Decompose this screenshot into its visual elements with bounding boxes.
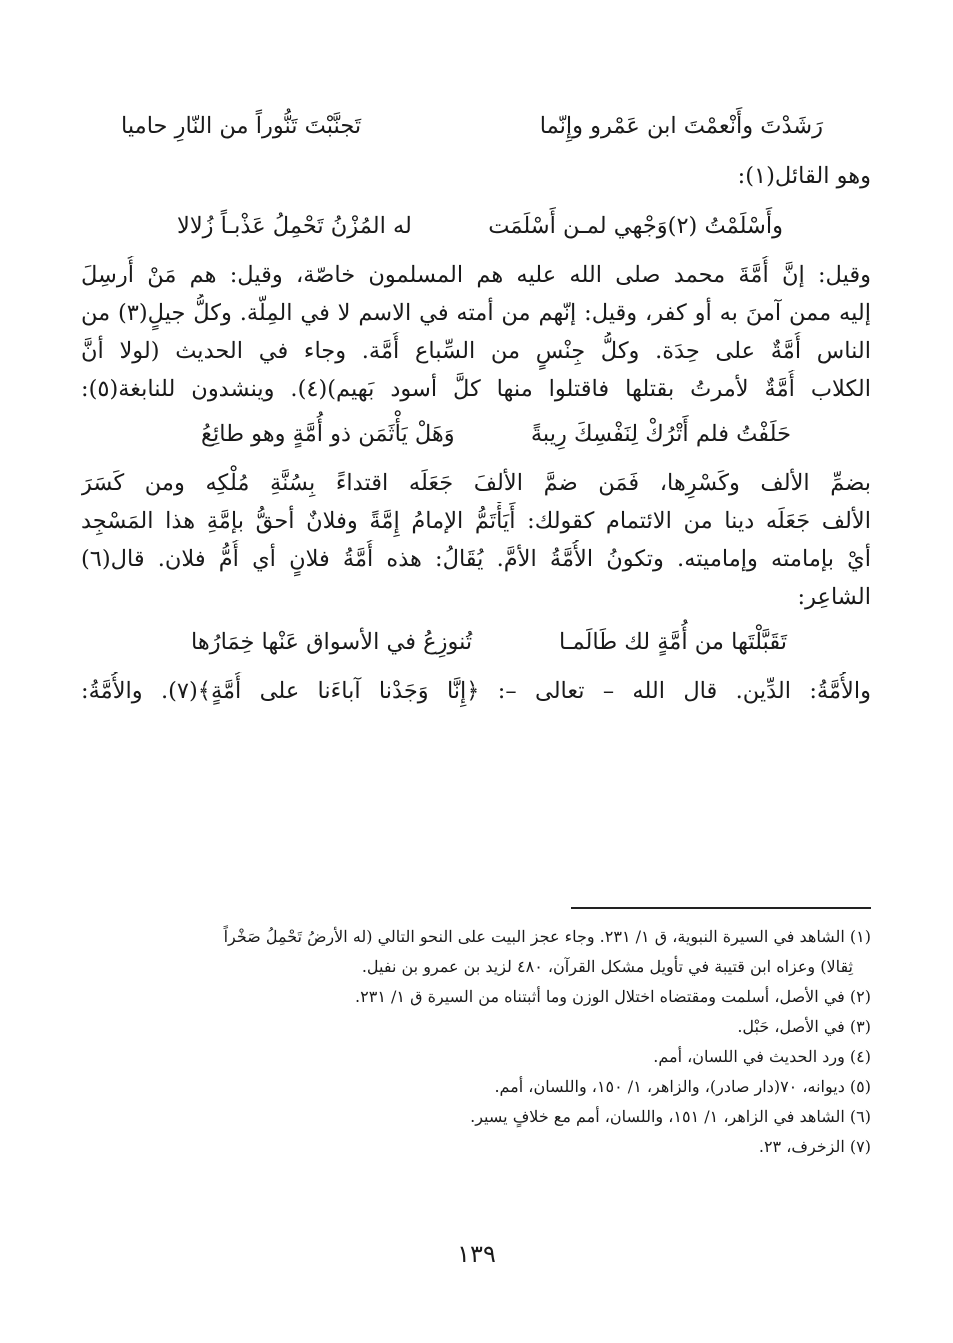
verse-4-first-hemistich: تَقَبَّلْتَها من أُمَّةٍ لك طَالَمـا: [559, 629, 787, 655]
footnotes: [81, 922, 871, 1162]
verse-1: [81, 100, 871, 152]
verse-3: [81, 408, 871, 460]
footnote-1-continuation: ثِقالا) وعزاه ابن قتيبة في تأويل مشكل القرآن، ٤٨٠ لزيد بن عمرو بن نفيل.: [361, 957, 853, 976]
verse-4-second-hemistich: تُنوزِعُ في الأسواق عَنْها خِمَارُها: [191, 629, 473, 655]
verse-1-first-hemistich: رَشَدْتَ وأَنْعمْتَ ابن عَمْرو وإِنّما: [539, 113, 823, 139]
verse-4: [81, 616, 871, 668]
paragraph-1-line: إليه ممن آمنَ به أو كفر، وقيل: إنّهم من أمته في الاسم لا في المِلّة. وكلُّ جيلٍ(٣) من: [81, 300, 871, 326]
footnote-2: (٢) في الأصل، أسلمت ومقتضاه اختلال الوزن وما أثبتناه من السيرة ق ١/ ٢٣١.: [355, 987, 871, 1006]
main-text: [81, 100, 871, 710]
footnote-7: (٧) الزخرف، ٢٣.: [758, 1137, 871, 1156]
paragraph-2-line: الألف جَعَلَه دينا من الائتمام كقولك: أَيَأْتَمُّ الإمامُ إِمَّةً وفلانٌ أحقُّ بإمَّةِ هذا المَسْجِد: [81, 508, 871, 534]
verse-3-second-hemistich: وَهَلْ يَأْثَمَن ذو أُمَّةٍ وهو طائِعُ: [201, 421, 455, 447]
footnote-4: (٤) ورد الحديث في اللسان، أمم.: [653, 1047, 871, 1066]
page-number: ١٣٩: [457, 1240, 496, 1268]
paragraph-3-line: والأُمَّةُ: الدِّين. قال الله – تعالى –: ﴿إِنَّا وَجَدْنا آباءَنا على أُمَّةٍ﴾(٧). والأُمَّةُ:: [81, 678, 871, 704]
footnote-5: (٥) ديوانه، ٧٠(دار صادر)، والزاهر، ١/ ١٥٠، واللسان، أمم.: [494, 1077, 871, 1096]
paragraph-2: [81, 464, 871, 616]
verse-2: [81, 200, 871, 252]
verse-2-first-hemistich: وأَسْلَمْتُ (٢)وَجْهي لمـن أَسْلَمَت: [488, 213, 783, 239]
intro-line: وهو القائل(١):: [737, 163, 871, 189]
footnote-1-text: (١) الشاهد في السيرة النبوية، ق ١/ ٢٣١. وجاء عجز البيت على النحو التالي (له الأرضُ تَحْمِلُ صَخْراً: [223, 927, 871, 946]
paragraph-2-line: بضمِّ الألف وكَسْرِها، فَمَن ضمَّ الألفَ جَعَلَه اقتداءً بِسُنَّةِ مُلْكِه ومن كَسَرَ: [81, 470, 871, 496]
paragraph-1-line: الكلاب أُمَّةٌ لأمرتُ بقتلها فاقتلوا منها كلَّ أسود بَهيم)(٤). وينشدون للنابغة(٥):: [81, 376, 871, 402]
paragraph-1: [81, 256, 871, 408]
paragraph-2-line: أيْ بإمامته وإماميته. وتكونُ الأُمَّةُ الأمَّ. يُقَالُ: هذه أُمَّةُ فلانٍ أي أُمُّ فلان. قال(٦): [81, 546, 871, 572]
paragraph-2-line: الشاعِر:: [797, 584, 871, 610]
footnote-1: [81, 922, 871, 982]
paragraph-1-line: وقيل: إنَّ أُمَّةَ محمد صلى الله عليه هم المسلمون خاصّة، وقيل: هم مَنْ أُرسِلَ: [81, 262, 871, 288]
paragraph-1-line: الناس أُمَّةٌ على حِدَة. وكلُّ جِنْسٍ من السِّباع أُمَّة. وجاء في الحديث (لولا أنَّ: [81, 338, 871, 364]
verse-2-second-hemistich: له المُزْنُ تَحْمِلُ عَذْبـاً زُلالا: [177, 213, 412, 239]
paragraph-3: [81, 672, 871, 710]
verse-3-first-hemistich: حَلَفْتُ فلم أَتْرُكْ لِنَفْسِكَ رِيبةً: [530, 421, 791, 447]
verse-1-second-hemistich: تَجنَّبْتَ تَنُّوراً من النّارِ حاميا: [121, 113, 362, 139]
footnote-3: (٣) في الأصل، حَبْل.: [737, 1017, 871, 1036]
footnote-6: (٦) الشاهد في الزاهر، ١/ ١٥١، واللسان، أمم مع خلافٍ يسير.: [470, 1107, 871, 1126]
footnote-separator: [571, 907, 871, 909]
